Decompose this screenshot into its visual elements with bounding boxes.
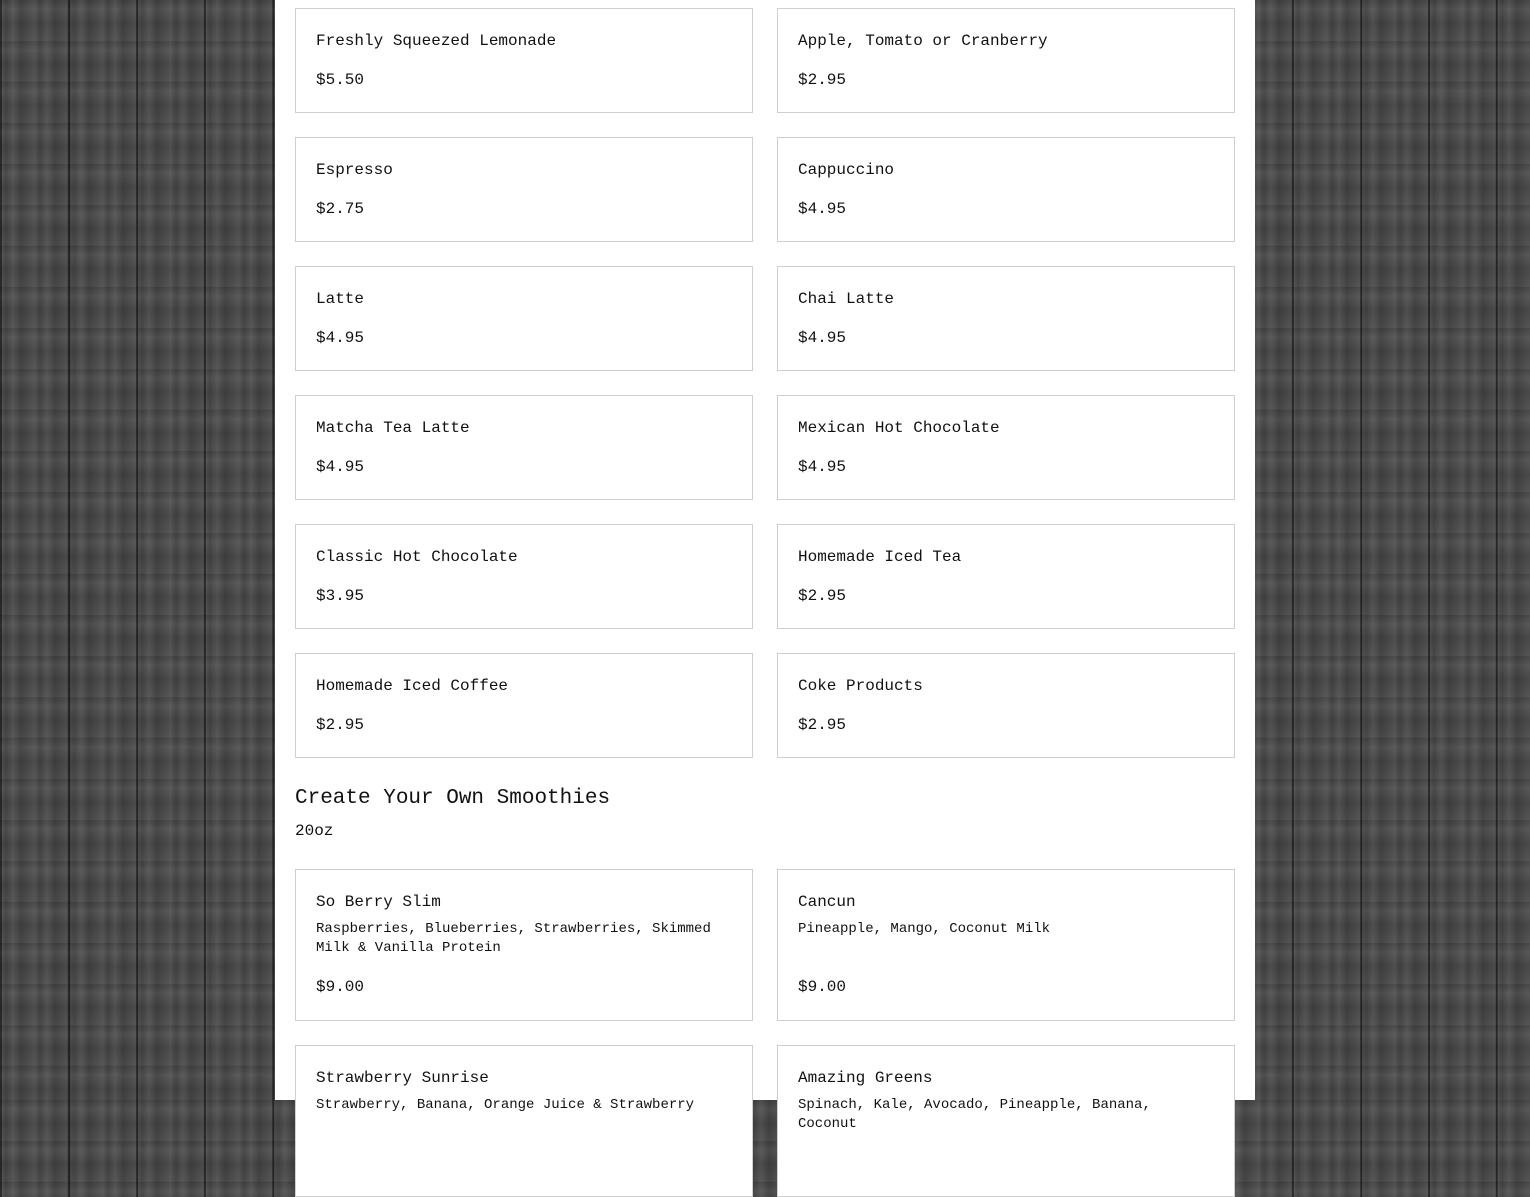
menu-item[interactable] — [777, 266, 1235, 371]
item-description: Spinach, Kale, Avocado, Pineapple, Banana, Coconut — [798, 1097, 1151, 1132]
item-name: Latte — [316, 290, 365, 308]
item-name: Espresso — [316, 161, 393, 179]
menu-item[interactable] — [777, 8, 1235, 113]
item-price: $3.95 — [316, 587, 365, 605]
menu-item[interactable] — [295, 1045, 753, 1197]
item-price: $2.95 — [798, 71, 847, 89]
item-price: $2.95 — [316, 716, 365, 734]
item-name: Strawberry Sunrise — [316, 1069, 489, 1087]
item-price: $4.95 — [798, 329, 847, 347]
section-subtitle: 20oz — [295, 822, 334, 840]
item-name: Chai Latte — [798, 290, 895, 308]
item-description: Pineapple, Mango, Coconut Milk — [798, 921, 1051, 937]
menu-item[interactable] — [295, 869, 753, 1021]
menu-item[interactable] — [295, 395, 753, 500]
item-price: $9.00 — [798, 978, 847, 996]
item-name: Cancun — [798, 893, 856, 911]
menu-item[interactable] — [777, 653, 1235, 758]
item-price: $2.95 — [798, 716, 847, 734]
menu-item[interactable] — [777, 524, 1235, 629]
item-name: Cappuccino — [798, 161, 895, 179]
menu-item[interactable] — [777, 1045, 1235, 1197]
item-price: $4.95 — [798, 458, 847, 476]
menu-item[interactable] — [777, 869, 1235, 1021]
item-price: $4.95 — [316, 329, 365, 347]
item-name: Apple, Tomato or Cranberry — [798, 32, 1048, 50]
item-price: $2.95 — [798, 587, 847, 605]
item-name: So Berry Slim — [316, 893, 441, 911]
item-name: Freshly Squeezed Lemonade — [316, 32, 557, 50]
item-price: $2.75 — [316, 200, 365, 218]
item-name: Coke Products — [798, 677, 923, 695]
item-name: Classic Hot Chocolate — [316, 548, 518, 566]
item-price: $4.95 — [316, 458, 365, 476]
menu-item[interactable] — [777, 395, 1235, 500]
menu-item[interactable] — [295, 524, 753, 629]
item-price: $9.00 — [316, 978, 365, 996]
item-price: $5.50 — [316, 71, 365, 89]
item-name: Homemade Iced Tea — [798, 548, 962, 566]
item-description: Raspberries, Blueberries, Strawberries, Skimmed Milk & Vanilla Protein — [316, 921, 711, 956]
drinks-grid — [295, 8, 1235, 758]
menu-item[interactable] — [777, 137, 1235, 242]
item-name: Matcha Tea Latte — [316, 419, 470, 437]
menu-item[interactable] — [295, 266, 753, 371]
menu-item[interactable] — [295, 653, 753, 758]
item-name: Mexican Hot Chocolate — [798, 419, 1000, 437]
item-description: Strawberry, Banana, Orange Juice & Strawberry — [316, 1097, 695, 1113]
section-title: Create Your Own Smoothies — [295, 787, 611, 810]
menu-item[interactable] — [295, 8, 753, 113]
item-name: Amazing Greens — [798, 1069, 933, 1087]
menu-content — [275, 0, 1255, 1132]
menu-item[interactable] — [295, 137, 753, 242]
smoothies-grid — [295, 869, 1235, 1197]
item-name: Homemade Iced Coffee — [316, 677, 509, 695]
item-price: $4.95 — [798, 200, 847, 218]
